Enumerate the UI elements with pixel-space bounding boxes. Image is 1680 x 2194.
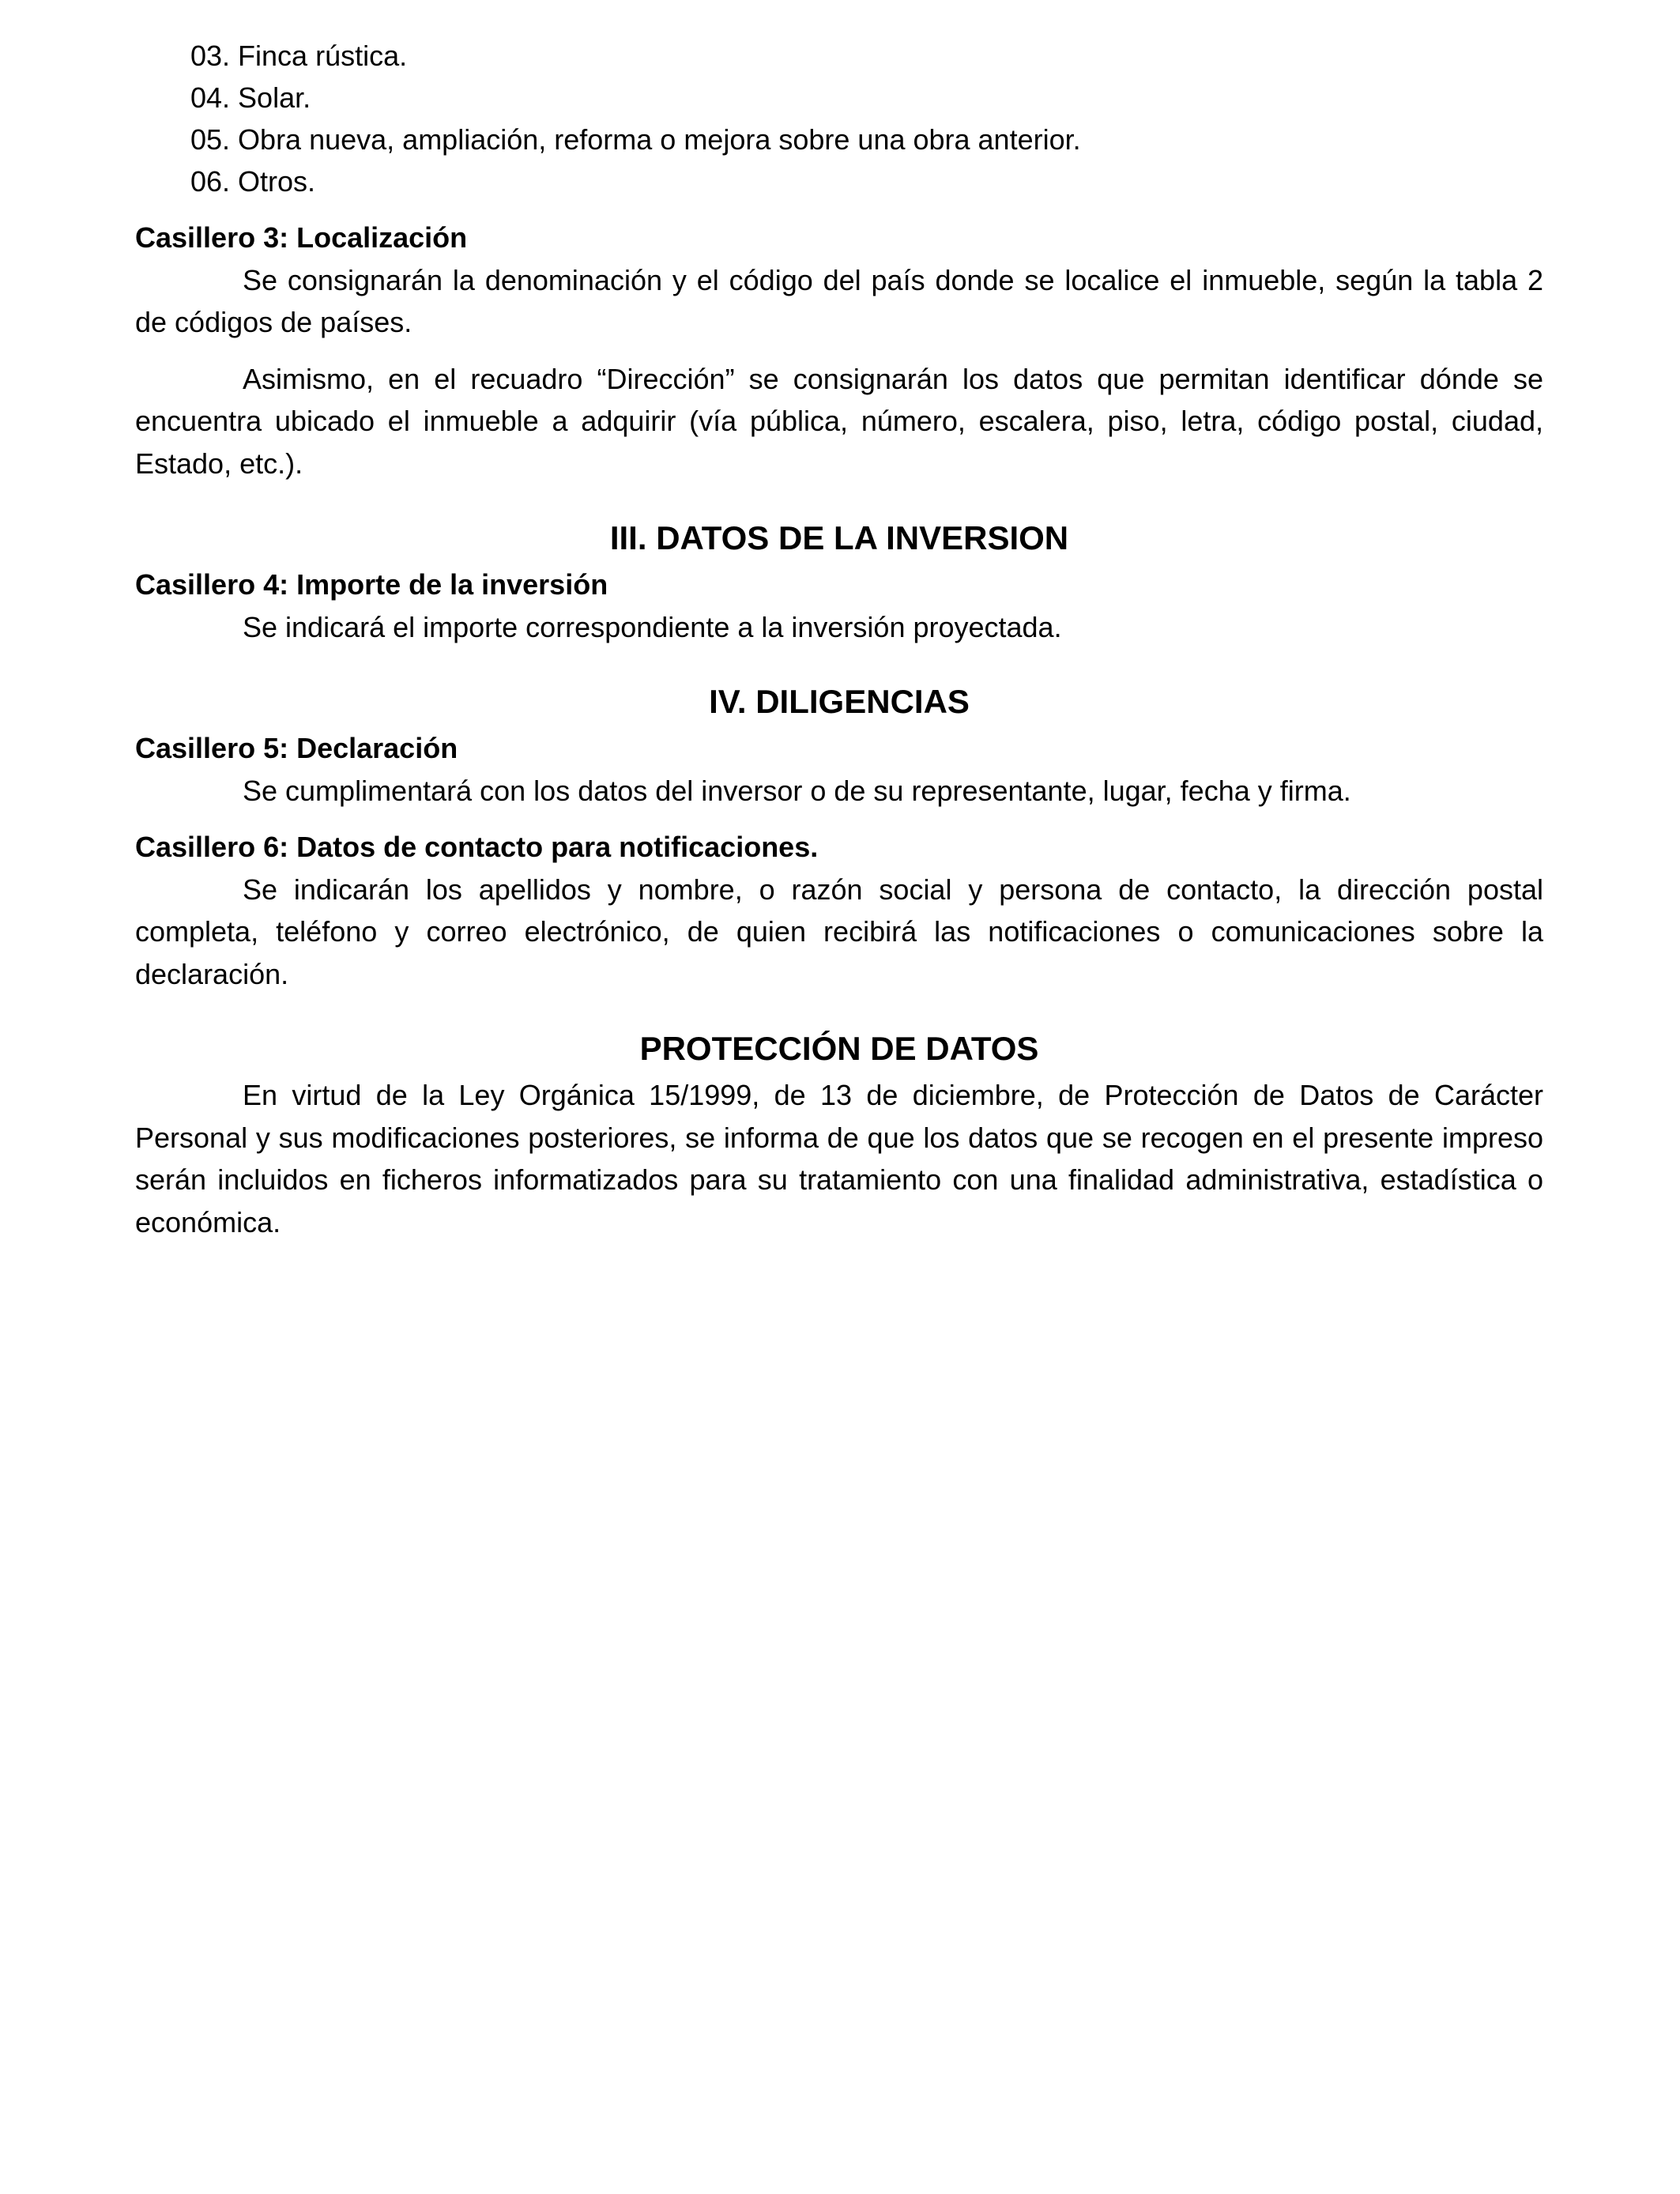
- list-item: 06. Otros.: [190, 165, 316, 198]
- box4-paragraph: Se indicará el importe correspondiente a la inversión proyectada.: [243, 610, 1062, 643]
- section-4-title: IV. DILIGENCIAS: [709, 683, 970, 720]
- document-page: [135, 35, 1543, 1243]
- box5-heading: Casillero 5: Declaración: [135, 732, 458, 764]
- box3-paragraph-2: Asimismo, en el recuadro “Dirección” se consignarán los datos que permitan identificar dónde se encuentra ubicado el inmueble a adquirir (vía pública, número, escalera, piso, letra, código postal, ciudad, Estado, etc.).: [135, 362, 1543, 480]
- list-item: 05. Obra nueva, ampliación, reforma o mejora sobre una obra anterior.: [190, 123, 1081, 156]
- section-3-title: III. DATOS DE LA INVERSION: [609, 519, 1069, 556]
- data-protection-title: PROTECCIÓN DE DATOS: [639, 1030, 1039, 1067]
- list-item: 04. Solar.: [190, 81, 311, 114]
- property-type-list: [135, 35, 1543, 202]
- box4-heading: Casillero 4: Importe de la inversión: [135, 568, 608, 601]
- list-item: 03. Finca rústica.: [190, 40, 408, 72]
- box6-heading: Casillero 6: Datos de contacto para notificaciones.: [135, 831, 819, 863]
- box3-paragraph-1: Se consignarán la denominación y el código del país donde se localice el inmueble, según la tabla 2 de códigos de países.: [135, 263, 1543, 338]
- box5-paragraph: Se cumplimentará con los datos del inversor o de su representante, lugar, fecha y firma.: [243, 774, 1351, 807]
- box3-heading: Casillero 3: Localización: [135, 221, 468, 254]
- data-protection-paragraph: En virtud de la Ley Orgánica 15/1999, de 13 de diciembre, de Protección de Datos de Carácter Personal y sus modificaciones posteriores, se informa de que los datos que se recogen en el presente impreso serán incluidos en ficheros informatizados para su tratamiento con una finalidad administrativa, estadística o económica.: [135, 1079, 1543, 1238]
- box6-paragraph: Se indicarán los apellidos y nombre, o razón social y persona de contacto, la dirección postal completa, teléfono y correo electrónico, de quien recibirá las notificaciones o comunicaciones sobre la declaración.: [135, 873, 1543, 990]
